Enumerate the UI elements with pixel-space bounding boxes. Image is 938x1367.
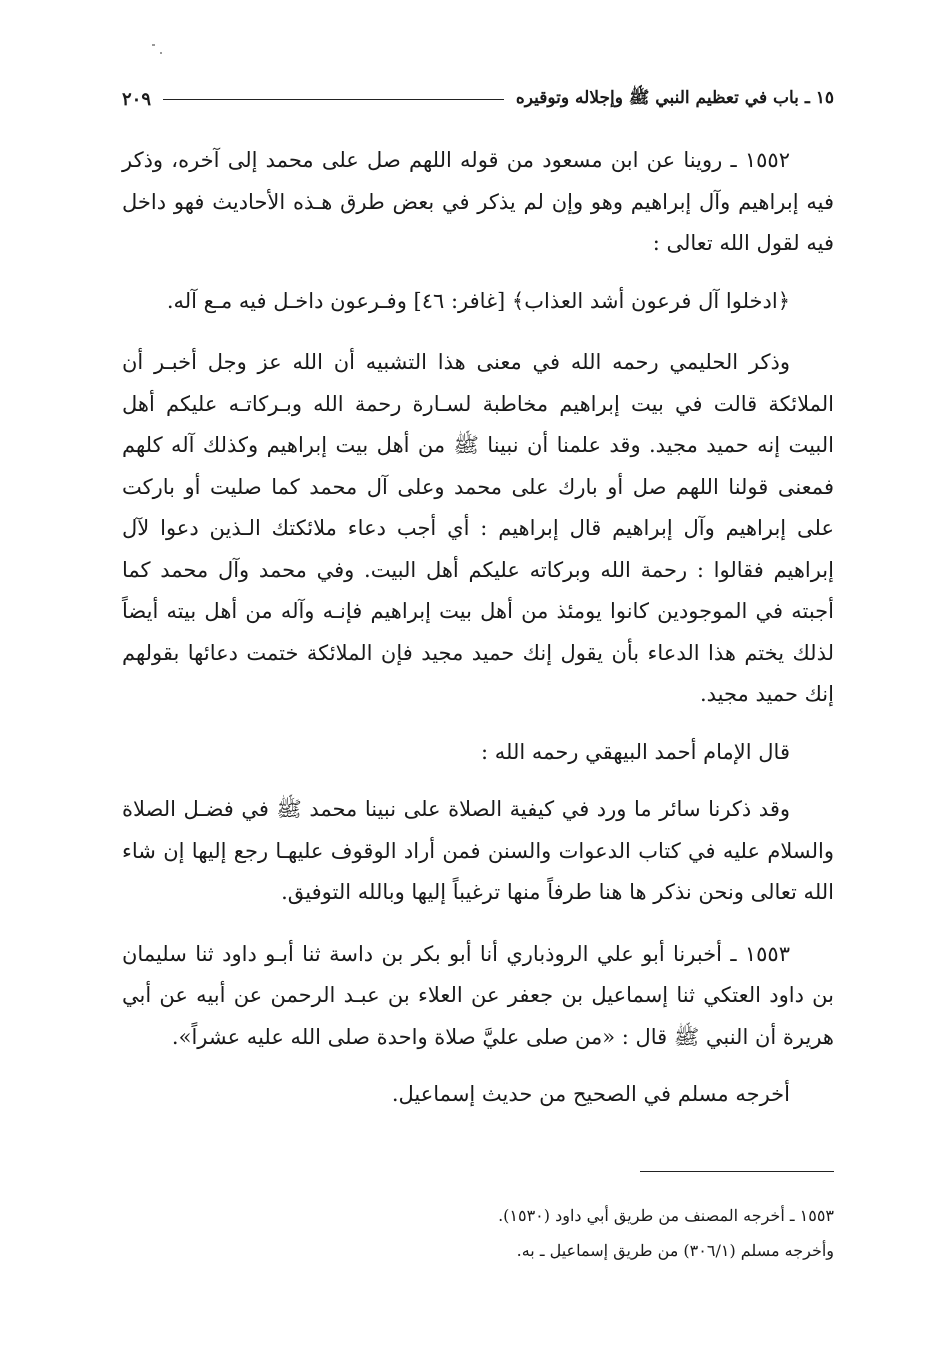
footnote-separator <box>640 1171 834 1172</box>
footnote-1: ١٥٥٣ ـ أخرجه المصنف من طريق أبي داود (١٥٣٠). <box>498 1206 834 1225</box>
main-text <box>122 140 834 1116</box>
footnotes <box>300 1198 834 1268</box>
muslim-reference: أخرجه مسلم في الصحيح من حديث إسماعيل. <box>391 1082 790 1106</box>
paragraph-1552: ١٥٥٢ ـ روينا عن ابن مسعود من قوله اللهم صل على محمد إلى آخره، وذكر فيه إبراهيم وآل إبراهيم وهو وإن لم يذكر في بعض طرق هـذه الأحاديث فهو داخل فيه لقول الله تعالى : <box>122 148 834 255</box>
running-header <box>122 84 834 114</box>
paragraph-1553: ١٥٥٣ ـ أخبرنا أبو علي الروذباري أنا أبو بكر بن داسة ثنا أبـو داود ثنا سليمان بن داود العتكي ثنا إسماعيل بن جعفر عن العلاء بن عبـد الرحمن عن أبيه عن أبي هريرة أن النبي ﷺ قال : «من صلى عليَّ صلاة واحدة صلى الله عليه عشراً». <box>122 941 834 1049</box>
page-number: ٢٠٩ <box>122 88 152 110</box>
scan-speck <box>152 44 155 46</box>
chapter-title: ١٥ ـ باب في تعظيم النبي ﷺ وإجلاله وتوقيره <box>515 87 834 108</box>
header-rule <box>163 99 504 100</box>
scan-speck <box>160 52 162 54</box>
bayhaqi-statement: قال الإمام أحمد البيهقي رحمه الله : <box>481 739 790 764</box>
salawat-paragraph: وقد ذكرنا سائر ما ورد في كيفية الصلاة على نبينا محمد ﷺ في فضـل الصلاة والسلام عليه في كتاب الدعوات والسنن فمن أراد الوقوف عليهـا رجع إليها إن شاء الله تعالى ونحن نذكر ها هنا طرفاً منها ترغيباً إليها وبالله التوفيق. <box>122 797 834 904</box>
quran-quote-paragraph: ﴿ادخلوا آل فرعون أشد العذاب﴾ [غافر: ٤٦] وفـرعون داخـل فيه مـع آله. <box>166 288 790 313</box>
halimi-paragraph: وذكر الحليمي رحمه الله في معنى هذا التشبيه أن الله عز وجل أخبـر أن الملائكة قالت في بيت إبراهيم مخاطبة لسـارة رحمة الله وبـركاتـه عليكم أهل البيت إنه حميد مجيد. وقد علمنا أن نبينا ﷺ من أهل بيت إبراهيم وكذلك آله كلهم فمعنى قولنا اللهم صل أو بارك على محمد وعلى آل محمد كما صليت أو باركت على إبراهيم وآل إبراهيم قال إبراهيم : أي أجب دعاء ملائكتك الـذين دعوا لآل إبراهيم فقالوا : رحمة الله وبركاته عليكم أهل البيت. وفي محمد وآل محمد كما أجبته في الموجودين كانوا يومئذ من أهل بيت إبراهيم فإنـه وآله من أهل بيته أيضاً لذلك يختم هذا الدعاء بأن يقول إنك حميد مجيد فإن الملائكة ختمت دعائها بقولهم إنك حميد مجيد. <box>122 350 834 706</box>
footnote-2: وأخرجه مسلم (٣٠٦/١) من طريق إسماعيل ـ به. <box>516 1241 834 1260</box>
